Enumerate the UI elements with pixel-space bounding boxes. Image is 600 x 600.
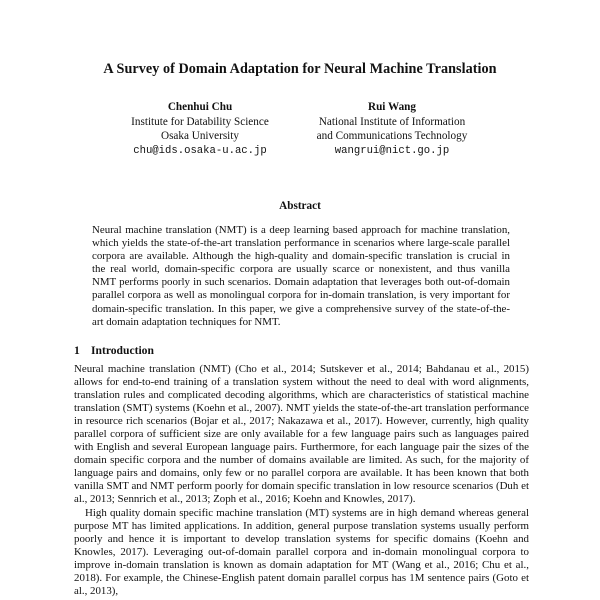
author-name: Rui Wang xyxy=(368,101,416,113)
section-body xyxy=(74,363,529,598)
body-paragraph: High quality domain specific machine translation (MT) systems are in high demand whereas general purpose MT has limited applications. In addition, general purpose translation systems usually perform poorly and hence it is important to develop translation systems for specific domains (Koehn and Knowles, 2017). Leveraging out-of-domain parallel corpora and in-domain monolingual corpora to improve in-domain translation is known as domain adaptation for MT (Wang et al., 2016; Chu et al., 2018). For example, the Chinese-English patent domain parallel corpus has 1M sentence pairs (Goto et al., 2013), xyxy=(74,506,529,597)
author-affiliation: Institute for Datability Science xyxy=(131,115,269,128)
section-number: 1 xyxy=(74,344,80,357)
abstract-text xyxy=(92,224,510,329)
abstract-paragraph: Neural machine translation (NMT) is a deep learning based approach for machine translation, which yields the state-of-the-art translation performance in scenarios where large-scale parallel corpora are available. Although the high-quality and domain-specific translation is crucial in the real world, domain-specific corpora are usually scarce or nonexistent, and thus vanilla NMT performs poorly in such scenarios. Domain adaptation that leverages both out-of-domain parallel corpora as well as monolingual corpora for in-domain translation, is very important for domain-specific translation. In this paper, we give a comprehensive survey of the state-of-the-art domain adaptation techniques for NMT. xyxy=(92,224,510,328)
section-heading xyxy=(74,344,154,357)
section-title: Introduction xyxy=(91,344,154,357)
author-email: wangrui@nict.go.jp xyxy=(334,144,450,157)
author-name: Chenhui Chu xyxy=(167,101,233,113)
author-block-2 xyxy=(272,100,512,158)
body-paragraph: Neural machine translation (NMT) (Cho et al., 2014; Sutskever et al., 2014; Bahdanau et al., 2015) allows for end-to-end training of a translation system without the need to deal with word alignments, translation rules and complicated decoding algorithms, which are characteristics of statistical machine translation (SMT) systems (Koehn et al., 2007). NMT yields the state-of-the-art translation performance in resource rich scenarios (Bojar et al., 2017; Nakazawa et al., 2017). However, currently, high quality parallel corpora of sufficient size are only available for a few language pairs such as languages paired with English and several European language pairs. Furthermore, for each language pair the sizes of the domain specific corpora and the number of domains available are limited. As such, for the majority of language pairs and domains, only few or no parallel corpora are available. It has been known that both vanilla SMT and NMT perform poorly for domain specific translation in low resource scenarios (Duh et al., 2013; Sennrich et al., 2013; Zoph et al., 2016; Koehn and Knowles, 2017). xyxy=(74,363,529,506)
author-affiliation: Osaka University xyxy=(161,130,239,143)
author-affiliation: National Institute of Information xyxy=(318,115,466,128)
author-email: chu@ids.osaka-u.ac.jp xyxy=(133,144,267,157)
paper-title: A Survey of Domain Adaptation for Neural Machine Translation xyxy=(103,61,497,77)
abstract-heading: Abstract xyxy=(279,200,321,212)
author-affiliation: and Communications Technology xyxy=(316,130,468,143)
